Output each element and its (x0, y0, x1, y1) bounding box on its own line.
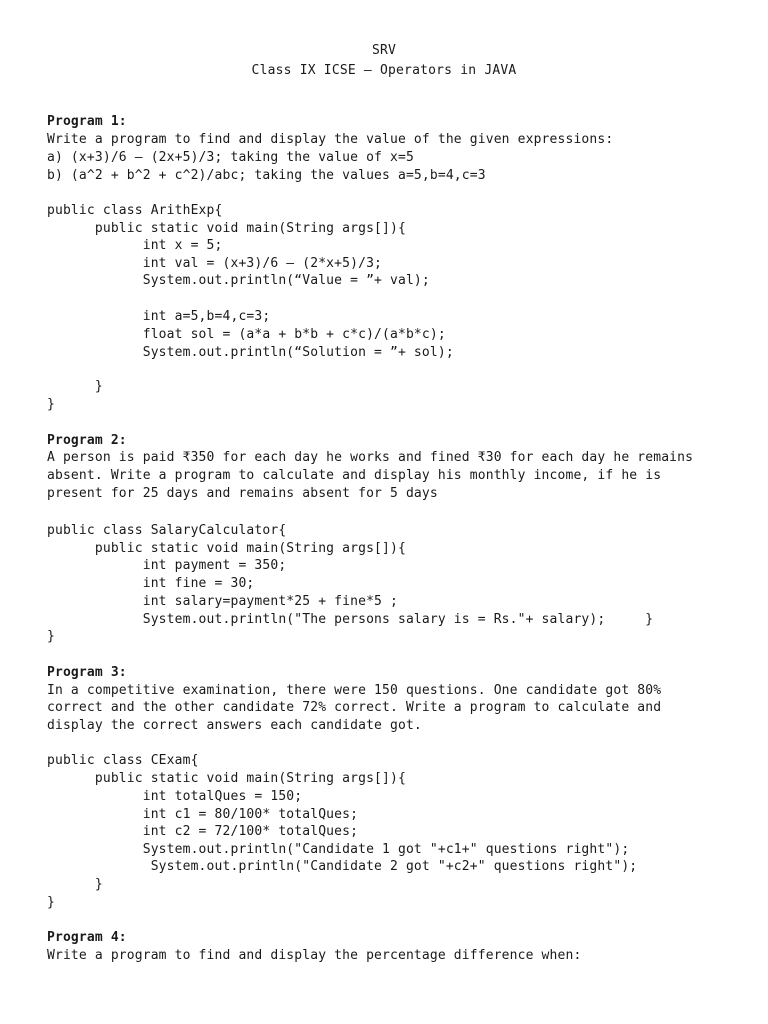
program-3-code-line: int c2 = 72/100* totalQues; (47, 824, 359, 839)
program-3-heading: Program 3: (47, 665, 127, 680)
program-4-heading: Program 4: (47, 930, 127, 945)
program-2-code-line: int payment = 350; (47, 558, 287, 573)
program-1-description-line: b) (a^2 + b^2 + c^2)/abc; taking the values a=5,b=4,c=3 (47, 168, 486, 183)
program-1-code-line: System.out.println(“Value = ”+ val); (47, 273, 430, 288)
program-3-description-line: In a competitive examination, there were 150 questions. One candidate got 80% (47, 683, 662, 698)
program-2-heading: Program 2: (47, 433, 127, 448)
document-title: Class IX ICSE – Operators in JAVA (251, 63, 517, 78)
program-1-code-line: int x = 5; (47, 238, 223, 253)
program-4-description-line: Write a program to find and display the percentage difference when: (47, 948, 582, 963)
program-1-code-line: } (47, 379, 103, 394)
program-1-heading: Program 1: (47, 114, 127, 129)
program-1-description-line: Write a program to find and display the value of the given expressions: (47, 132, 614, 147)
program-1-code-line: int a=5,b=4,c=3; (47, 309, 271, 324)
program-3-description-line: correct and the other candidate 72% correct. Write a program to calculate and (47, 700, 662, 715)
program-1-code-line: int val = (x+3)/6 – (2*x+5)/3; (47, 256, 383, 271)
program-2-description-line: present for 25 days and remains absent for 5 days (47, 486, 438, 501)
program-1-code-line: System.out.println(“Solution = ”+ sol); (47, 345, 454, 360)
program-2-code-line: public class SalaryCalculator{ (47, 523, 287, 538)
program-3-code-line: System.out.println("Candidate 2 got "+c2+" questions right"); (47, 859, 638, 874)
program-1-code-line: public static void main(String args[]){ (47, 221, 406, 236)
program-2-code-line: public static void main(String args[]){ (47, 541, 406, 556)
program-2-code-line: } (47, 629, 55, 644)
program-2-description-line: absent. Write a program to calculate and display his monthly income, if he is (47, 468, 662, 483)
program-3-code-line: public static void main(String args[]){ (47, 771, 406, 786)
program-2-code-line: int salary=payment*25 + fine*5 ; (47, 594, 398, 609)
program-3-code-line: public class CExam{ (47, 753, 199, 768)
program-1-code-line: float sol = (a*a + b*b + c*c)/(a*b*c); (47, 327, 446, 342)
program-3-code-line: } (47, 877, 103, 892)
program-2-code-line: int fine = 30; (47, 576, 255, 591)
program-3-code-line: int c1 = 80/100* totalQues; (47, 807, 359, 822)
program-3-code-line: int totalQues = 150; (47, 789, 303, 804)
program-3-code-line: } (47, 895, 55, 910)
program-3-code-line: System.out.println("Candidate 1 got "+c1+" questions right"); (47, 842, 630, 857)
program-1-code-line: public class ArithExp{ (47, 203, 223, 218)
program-3-description-line: display the correct answers each candidate got. (47, 718, 422, 733)
school-name: SRV (371, 43, 397, 58)
program-1-description-line: a) (x+3)/6 – (2x+5)/3; taking the value of x=5 (47, 150, 414, 165)
program-1-code-line: } (47, 397, 55, 412)
program-2-description-line: A person is paid ₹350 for each day he works and fined ₹30 for each day he remains (47, 450, 694, 465)
program-2-code-line: System.out.println("The persons salary is = Rs."+ salary); } (47, 612, 654, 627)
